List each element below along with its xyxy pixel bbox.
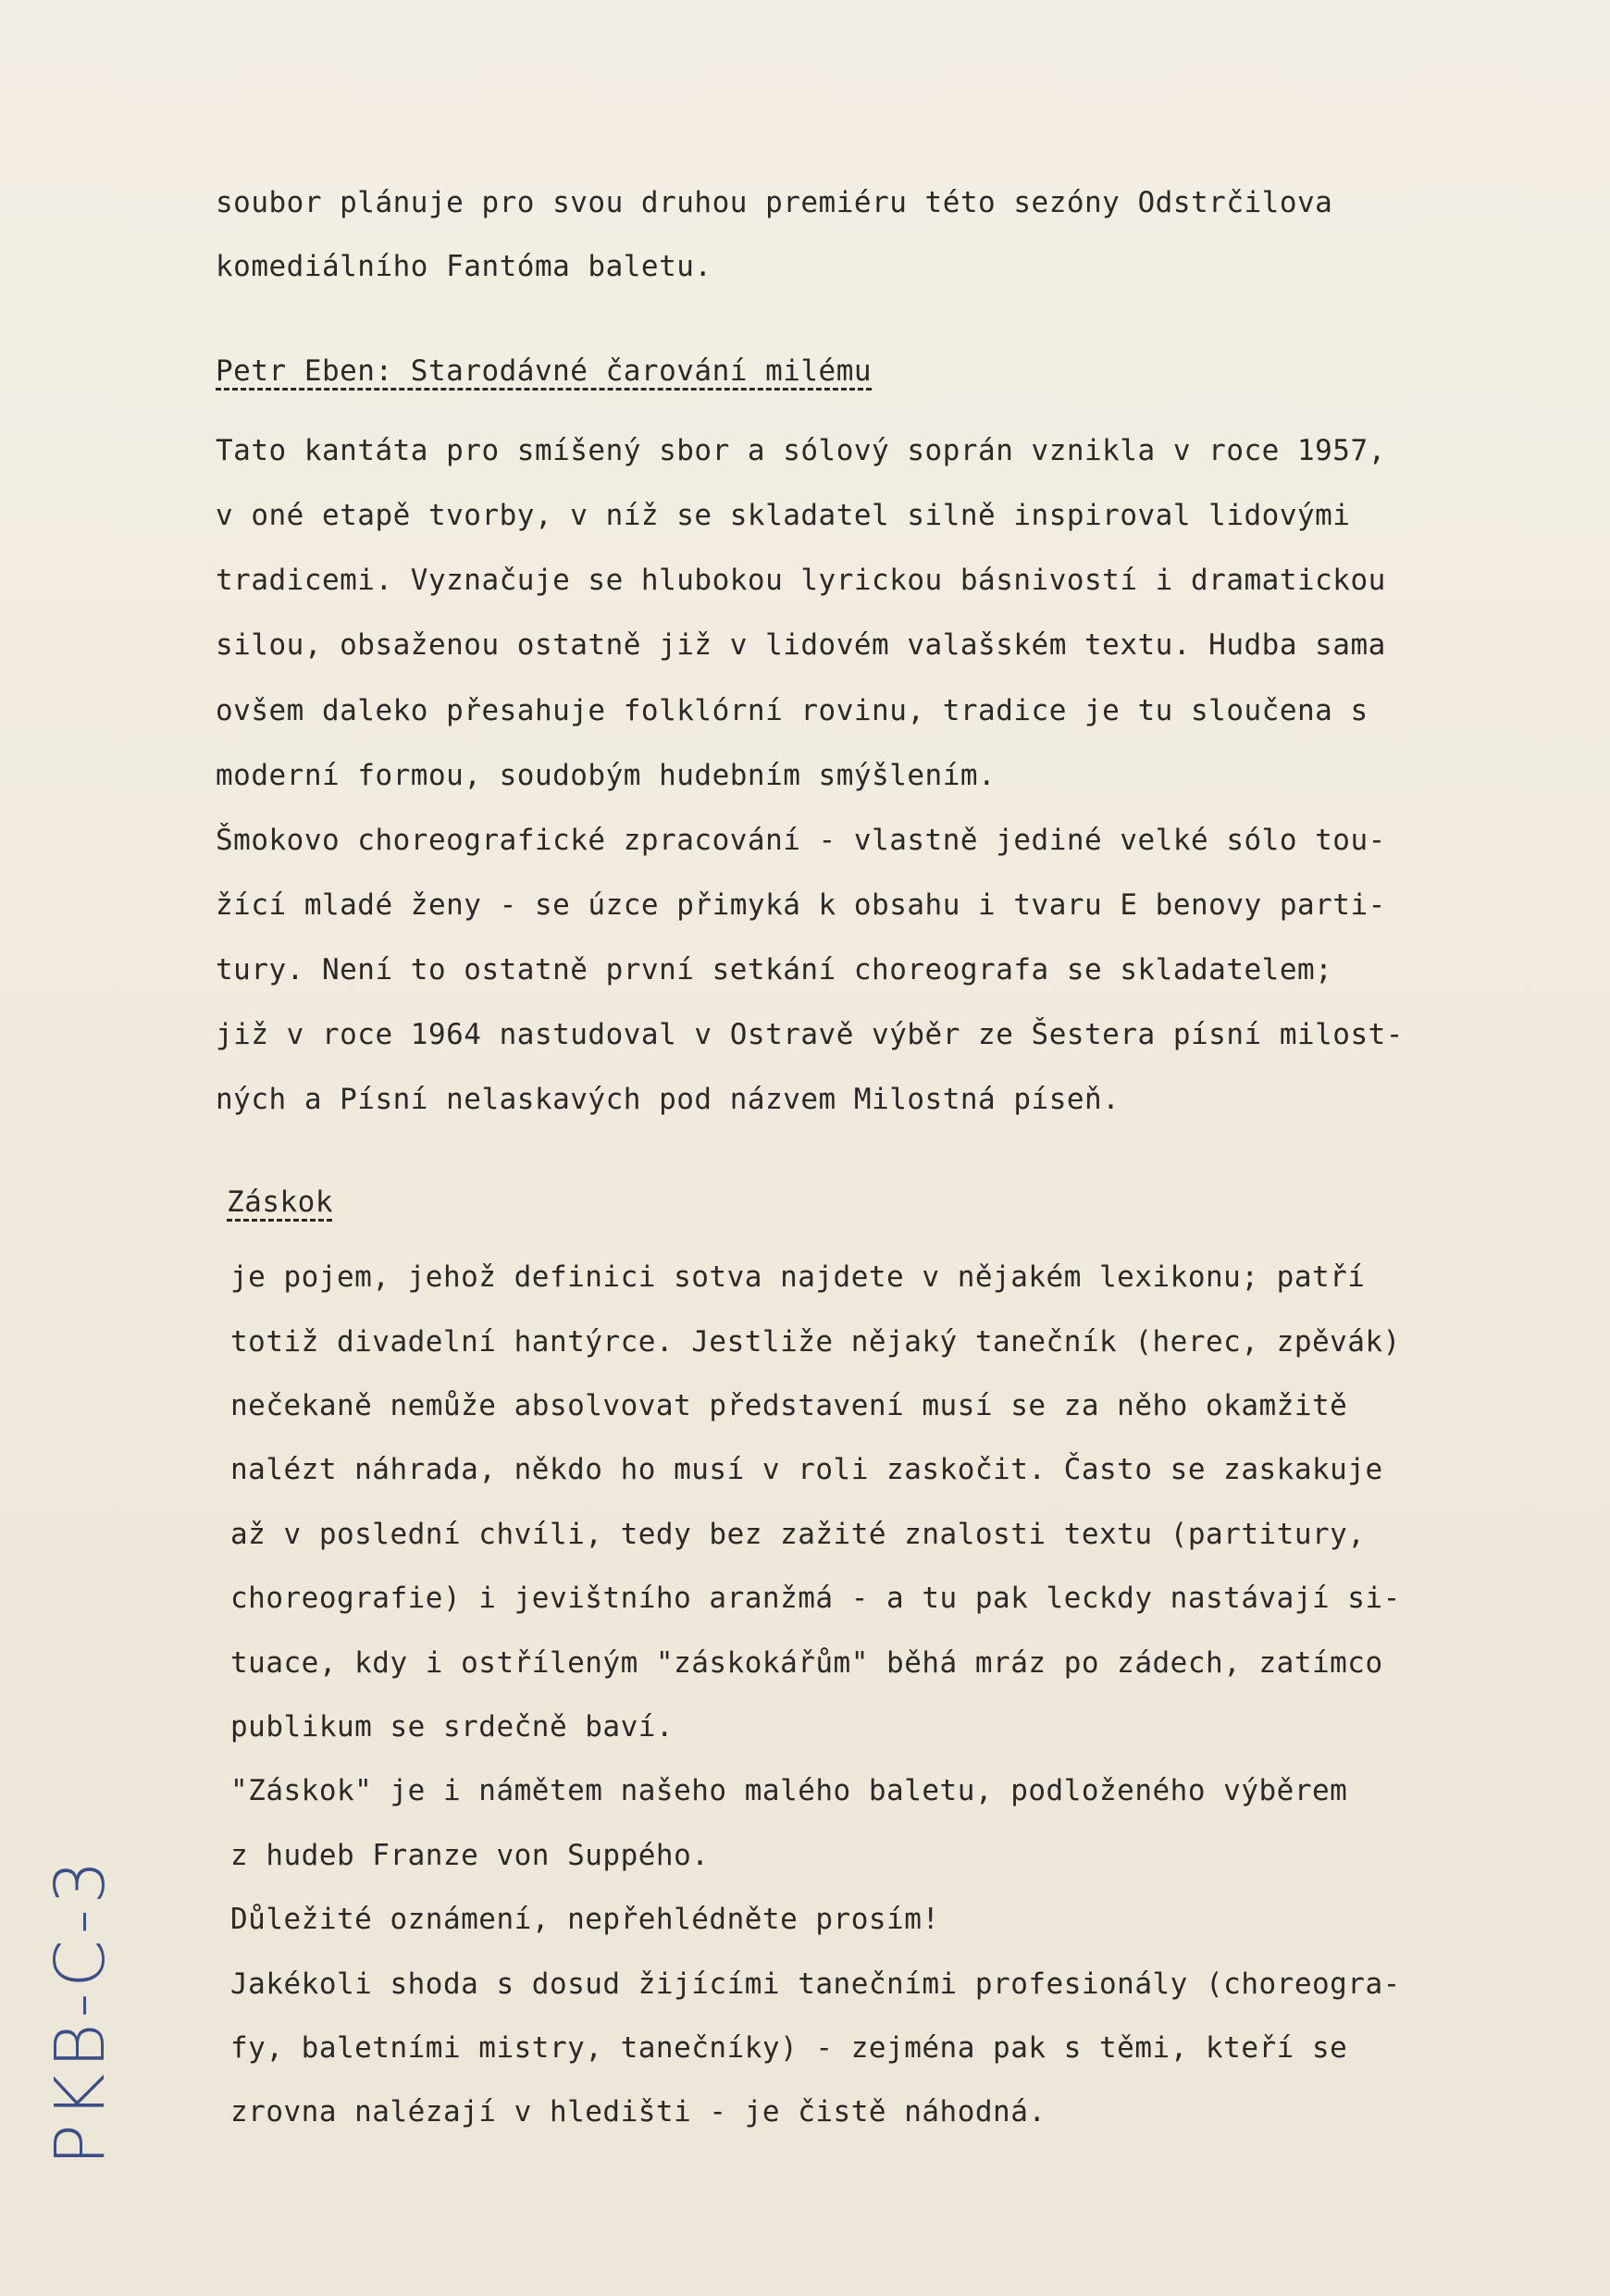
zaskok-line-7: tuace, kdy i ostříleným "záskokářům" běhá mráz po zádech, zatímco <box>230 1646 1383 1680</box>
eben-line-3: tradicemi. Vyznačuje se hlubokou lyrickou básnivostí i dramatickou <box>216 564 1386 597</box>
eben-heading: Petr Eben: Starodávné čarování milému <box>216 354 873 388</box>
archive-mark: PKB-C-3 <box>41 1855 120 2166</box>
zaskok-line-14: zrovna nalézají v hledišti - je čistě náhodná. <box>230 2095 1046 2128</box>
zaskok-line-11: Důležité oznámení, nepřehlédněte prosím! <box>230 1903 940 1936</box>
zaskok-line-13: fy, baletními mistry, tanečníky) - zejména pak s těmi, kteří se <box>230 2031 1348 2065</box>
zaskok-line-2: totiž divadelní hantýrce. Jestliže nějaký tanečník (herec, zpěvák) <box>230 1325 1401 1359</box>
eben-line-4: silou, obsaženou ostatně již v lidovém valašském textu. Hudba sama <box>216 628 1386 662</box>
intro-line-2: komediálního Fantóma baletu. <box>216 250 712 283</box>
eben-line-5: ovšem daleko přesahuje folklórní rovinu, tradice je tu sloučena s <box>216 694 1368 727</box>
zaskok-line-8: publikum se srdečně baví. <box>230 1710 675 1744</box>
eben-line-9: tury. Není to ostatně první setkání choreografa se skladatelem; <box>216 953 1333 987</box>
eben-line-6: moderní formou, soudobým hudebním smýšlením. <box>216 759 997 792</box>
zaskok-line-1: je pojem, jehož definici sotva najdete v nějakém lexikonu; patří <box>230 1260 1366 1294</box>
zaskok-line-6: choreografie) i jevištního aranžmá - a tu pak leckdy nastávají si- <box>230 1582 1401 1615</box>
eben-line-2: v oné etapě tvorby, v níž se skladatel silně inspiroval lidovými <box>216 499 1351 532</box>
eben-line-8: žící mladé ženy - se úzce přimyká k obsahu i tvaru E benovy parti- <box>216 888 1386 922</box>
eben-line-1: Tato kantáta pro smíšený sbor a sólový soprán vznikla v roce 1957, <box>216 434 1386 467</box>
eben-line-10: již v roce 1964 nastudoval v Ostravě výběr ze Šestera písní milost- <box>216 1018 1404 1051</box>
zaskok-heading: Záskok <box>227 1185 333 1219</box>
zaskok-line-10: z hudeb Franze von Suppého. <box>230 1839 710 1872</box>
eben-line-11: ných a Písní nelaskavých pod názvem Milostná píseň. <box>216 1083 1121 1116</box>
zaskok-line-5: až v poslední chvíli, tedy bez zažité znalosti textu (partitury, <box>230 1518 1366 1551</box>
zaskok-line-9: "Záskok" je i námětem našeho malého baletu, podloženého výběrem <box>230 1774 1348 1807</box>
zaskok-line-3: nečekaně nemůže absolvovat představení musí se za něho okamžitě <box>230 1389 1348 1422</box>
zaskok-line-12: Jakékoli shoda s dosud žijícími tanečními profesionály (choreogra- <box>230 1967 1401 2001</box>
eben-line-7: Šmokovo choreografické zpracování - vlastně jediné velké sólo tou- <box>216 824 1386 857</box>
zaskok-line-4: nalézt náhrada, někdo ho musí v roli zaskočit. Často se zaskakuje <box>230 1453 1383 1486</box>
intro-line-1: soubor plánuje pro svou druhou premiéru této sezóny Odstrčilova <box>216 186 1333 219</box>
